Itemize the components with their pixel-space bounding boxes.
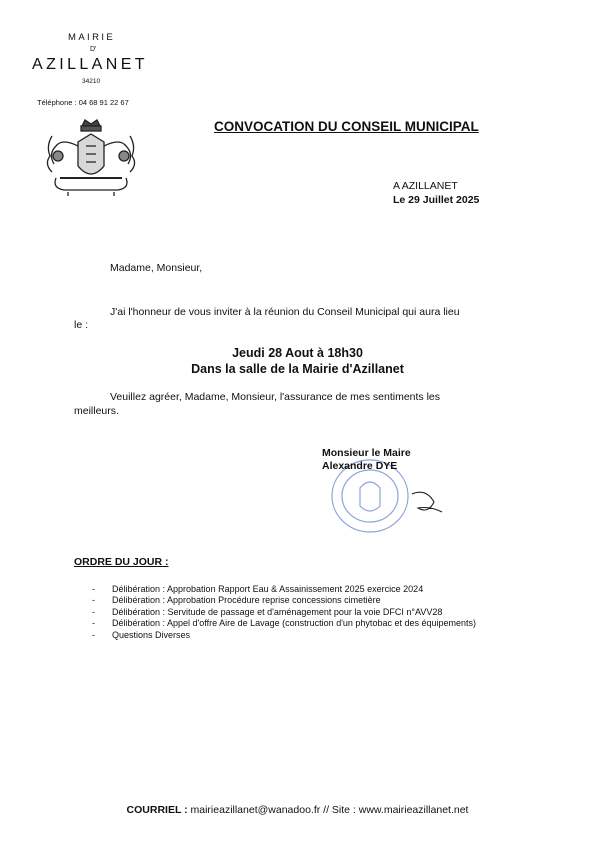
signature-title: Monsieur le Maire bbox=[322, 447, 411, 459]
letterhead-d: D' bbox=[90, 46, 97, 53]
closing-line-2: meilleurs. bbox=[74, 405, 119, 417]
letterhead-phone: Téléphone : 04 68 91 22 67 bbox=[37, 98, 129, 107]
footer-text: mairieazillanet@wanadoo.fr // Site : www.mairieazillanet.net bbox=[187, 804, 469, 816]
footer-contact bbox=[0, 804, 595, 816]
letterhead-mairie: MAIRIE bbox=[68, 32, 116, 43]
intro-line-2: le : bbox=[74, 319, 89, 331]
signature-name: Alexandre DYE bbox=[322, 460, 398, 472]
letter-place: A AZILLANET bbox=[393, 180, 458, 192]
agenda-item: - Délibération : Approbation Procédure reprise concessions cimetière bbox=[92, 595, 381, 606]
meeting-date: Jeudi 28 Aout à 18h30 bbox=[232, 346, 363, 360]
agenda-item: - Délibération : Servitude de passage et d'aménagement pour la voie DFCI n°AVV28 bbox=[92, 606, 443, 617]
agenda-list bbox=[92, 584, 526, 641]
agenda-item-text: Délibération : Appel d'offre Aire de Lavage (construction d'un phytobac et des équipements) bbox=[112, 618, 477, 629]
document-title: CONVOCATION DU CONSEIL MUNICIPAL bbox=[214, 119, 479, 134]
letterhead-town: AZILLANET bbox=[32, 56, 148, 73]
meeting-place: Dans la salle de la Mairie d'Azillanet bbox=[191, 362, 404, 376]
agenda-item: - Délibération : Approbation Rapport Eau & Assainissement 2025 exercice 2024 bbox=[92, 584, 424, 594]
letter-date: Le 29 Juillet 2025 bbox=[393, 194, 480, 206]
intro-line-1: J'ai l'honneur de vous inviter à la réunion du Conseil Municipal qui aura lieu bbox=[110, 306, 460, 318]
agenda-item: - Délibération : Appel d'offre Aire de Lavage (construction d'un phytobac et des équipements) bbox=[92, 618, 477, 629]
agenda-item-text: Délibération : Approbation Rapport Eau & Assainissement 2025 exercice 2024 bbox=[112, 584, 424, 594]
letterhead-postcode: 34210 bbox=[82, 78, 101, 85]
agenda-heading: ORDRE DU JOUR : bbox=[74, 556, 169, 568]
agenda-item: - Questions Diverses bbox=[92, 629, 191, 640]
coat-of-arms-icon bbox=[38, 116, 144, 198]
agenda-item-text: Questions Diverses bbox=[112, 629, 191, 640]
agenda-item-text: Délibération : Approbation Procédure reprise concessions cimetière bbox=[112, 595, 381, 606]
greeting: Madame, Monsieur, bbox=[110, 262, 203, 274]
footer-label: COURRIEL : bbox=[126, 804, 188, 816]
closing-line-1: Veuillez agréer, Madame, Monsieur, l'assurance de mes sentiments les bbox=[110, 391, 441, 403]
agenda-item-text: Délibération : Servitude de passage et d'aménagement pour la voie DFCI n°AVV28 bbox=[112, 606, 443, 617]
